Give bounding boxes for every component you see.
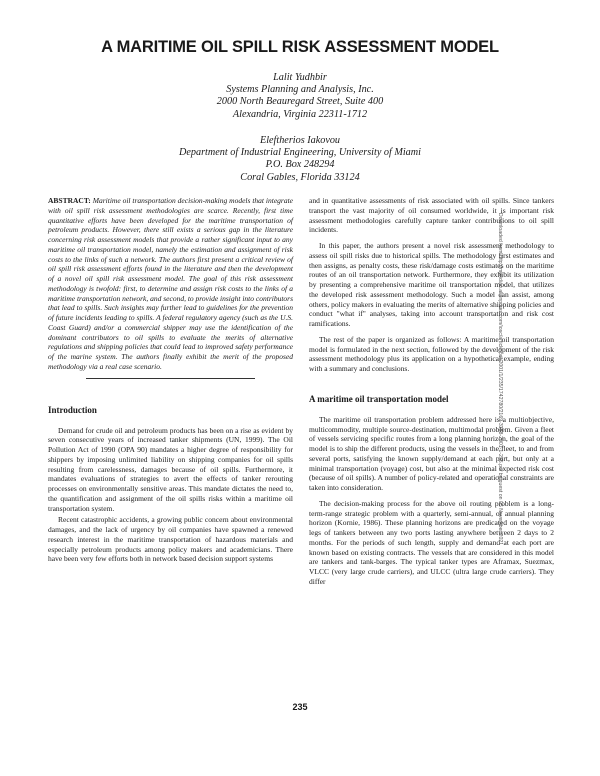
author-block-1 xyxy=(0,72,600,121)
author-name: Eleftherios Iakovou xyxy=(259,135,341,146)
intro-paragraph-1: Demand for crude oil and petroleum products has been on a rise as evident by seven consecutive years of increased tanker shipments (UN, 1999). The Oil Pollution Act of 1990 (OPA 90) mandates a higher degree of responsibility for shippers by imposing unlimited liability on shipping companies for oil spills resulting from carelessness, damages because of oil spills. Furthermore, it mandates evaluations of strategies to avert the effects of tanker rerouting processes on environmentally sensitive areas. This mandate dictates the need to, the quantification and assignment of the oil spills risks within a maritime oil transportation system. xyxy=(48,425,293,513)
download-side-note: Downloaded from http://meridian.allenpress.com/iosc/article-pdf/2001/1/235/1742780/2169-3358-2001-1-235.pdf by guest on 05 November 2021 xyxy=(497,212,503,546)
author-city: Coral Gables, Florida 33124 xyxy=(240,171,360,183)
section-heading-model: A maritime oil transportation model xyxy=(309,393,449,404)
paper-title: A MARITIME OIL SPILL RISK ASSESSMENT MODEL xyxy=(101,38,499,56)
author-affiliation: Department of Industrial Engineering, University of Miami xyxy=(179,147,421,159)
intro-paragraph-2: Recent catastrophic accidents, a growing public concern about environmental damages, and the lack of urgency by oil companies have spawned a renewed research interest in the maritime transportation of hazardous materials and especially petroleum products among policy makers and academicians. There have been very few efforts both in network based decision support systems xyxy=(48,515,293,564)
author-address: P.O. Box 248294 xyxy=(265,159,335,171)
author-address: 2000 North Beauregard Street, Suite 400 xyxy=(216,96,384,108)
page-number: 235 xyxy=(292,702,308,712)
author-block-2 xyxy=(0,135,600,184)
right-paragraph-2: The rest of the paper is organized as follows: A maritime oil transportation model is formulated in the next section, followed by the development of the risk assessment methodology plus its application on a hypothetical example, ending with a summary and conclusions. xyxy=(309,334,554,373)
abstract-text: Maritime oil transportation decision-making models that integrate with oil spill risk assessment methodologies are scarce. Recently, first time quantitative efforts have been developed for the maritime transportation of petroleum products. However, there still exists a serious gap in the literature concerning risk assessment models that provide a rather significant input to any maritime oil transportation model, namely the estimation and assignment of risk costs to the links of such a network. The authors first present a critical review of oil spill risk assessment efforts found in the literature and then the development of a novel oil spill risk assessment model. The goal of this risk assessment methodology is twofold: first, to determine and assign risk costs to the links of a maritime transportation network, and second, to provide insight into contributors that lead to spills. Such insights may further lead to guidelines for the prevention of future incidents leading to spills. A federal regulatory agency (such as the U.S. Coast Guard) and/or a commercial shipper may use the identification of the dominant contributors to oil spills to evaluate the merits of alternative regulations and shipping policies that could lead to improved safety performance of the marine system. The authors finally exhibit the merit of the proposed methodology via a real case scenario. xyxy=(48,196,294,371)
model-paragraph-2: The decision-making process for the above oil routing problem is a long-term-range strategic problem with a quarterly, semi-annual, or annual planning horizon (Kornie, 1986). These planning horizons are predicated on the voyage legs of tankers between any two ports lasting anywhere between 2 days to 2 months. For the periods of such length, supply and demand at each port are known based on existing contracts. The vessels that are considered in this model are tankers and tank-barges. The typical tanker types are Aframax, Suezmax, VLCC (very large crude carriers), and ULCC (ultra large crude carriers). They differ xyxy=(309,498,554,586)
right-paragraph-0: and in quantitative assessments of risk associated with oil spills. Since tankers transport the vast majority of oil consumed worldwide, it is important risk assessment methodologies carefully capture tanker contributions to oil spill incidents. xyxy=(309,196,554,235)
abstract-label: ABSTRACT: xyxy=(48,196,91,205)
left-column xyxy=(48,196,293,566)
section-heading-introduction: Introduction xyxy=(48,404,97,415)
author-city: Alexandria, Virginia 22311-1712 xyxy=(232,108,368,120)
author-name: Lalit Yudhbir xyxy=(273,72,327,83)
abstract xyxy=(48,196,293,372)
model-paragraph-1: The maritime oil transportation problem addressed here is a multiobjective, multicommodity, multiple source-destination, multimodal problem. Given a fleet of vessels servicing specific routes from a long planning horizon, the goal of the model is to ship the different products, using the vessels in the fleet, to and from several ports, satisfying the known supply/demand at each port, but only at a minimal transportation (voyage) cost, but also at the minimal expected risk cost (because of oil spills). A number of policy-related and operational constraints are taken into consideration. xyxy=(309,414,554,492)
right-column xyxy=(309,196,554,589)
author-affiliation: Systems Planning and Analysis, Inc. xyxy=(226,84,374,96)
right-paragraph-1: In this paper, the authors present a novel risk assessment methodology to assess oil spill risks due to historical spills. The methodology first estimates and then assigns, as penalty costs, these risk/damage costs estimates on the maritime routes of an oil transportation network. Furthermore, they exhibit its utilization by presenting a comprehensive maritime oil transportation model, that utilizes the developed risk assessment methodology. Such a model can assist, among others, policy makers in evaluating the merits of alternative shipping policies and conduct "what if" analyses, taking into account transportation and risk cost ramifications. xyxy=(309,241,554,328)
